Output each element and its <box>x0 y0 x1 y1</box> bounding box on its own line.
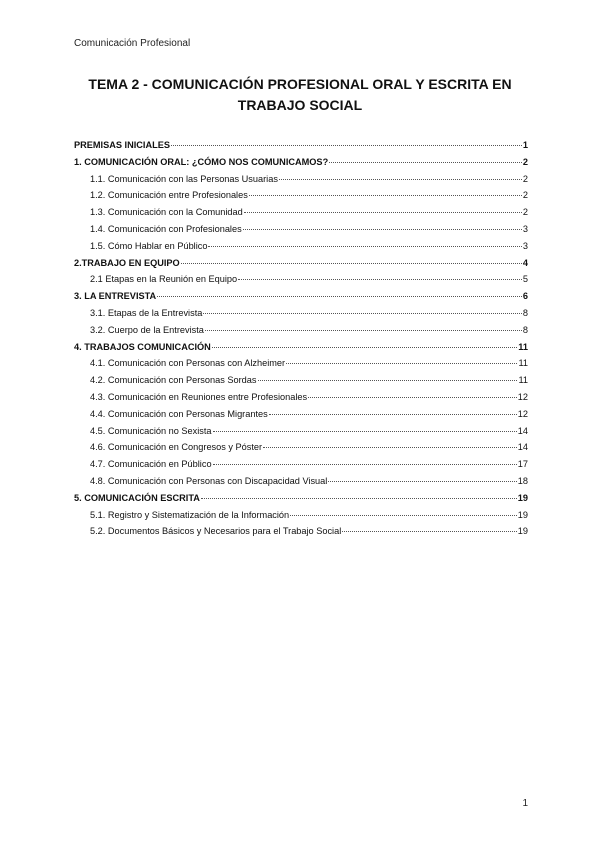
toc-entry-label: 3.1. Etapas de la Entrevista <box>90 307 203 318</box>
toc-dot-leader <box>201 497 517 499</box>
toc-subsection-link[interactable] <box>74 409 528 426</box>
toc-entry-page: 2 <box>522 207 528 218</box>
toc-subsection-link[interactable] <box>74 476 528 493</box>
toc-dot-leader <box>308 396 517 398</box>
toc-dot-leader <box>286 362 517 364</box>
toc-dot-leader <box>238 278 522 280</box>
toc-subsection-link[interactable] <box>74 510 528 527</box>
toc-dot-leader <box>203 312 522 314</box>
toc-entry-label: 4. TRABAJOS COMUNICACIÓN <box>74 341 211 352</box>
toc-entry-label: 4.5. Comunicación no Sexista <box>90 425 212 436</box>
toc-section-link[interactable] <box>74 157 528 174</box>
toc-entry-label: 3.2. Cuerpo de la Entrevista <box>90 324 204 335</box>
toc-subsection-link[interactable] <box>74 224 528 241</box>
toc-entry-page: 11 <box>518 358 528 369</box>
toc-subsection-link[interactable] <box>74 207 528 224</box>
toc-dot-leader <box>249 194 522 196</box>
toc-entry-page: 14 <box>517 442 528 453</box>
toc-entry-label: 4.4. Comunicación con Personas Migrantes <box>90 408 268 419</box>
toc-subsection-link[interactable] <box>74 358 528 375</box>
toc-entry-page: 2 <box>522 156 528 167</box>
running-header: Comunicación Profesional <box>74 38 191 49</box>
toc-entry-page: 14 <box>517 425 528 436</box>
toc-dot-leader <box>212 346 517 348</box>
toc-entry-label: PREMISAS INICIALES <box>74 140 170 150</box>
toc-dot-leader <box>329 161 522 163</box>
toc-subsection-link[interactable] <box>74 325 528 342</box>
toc-entry-label: 4.2. Comunicación con Personas Sordas <box>90 375 257 386</box>
toc-entry-label: 2.TRABAJO EN EQUIPO <box>74 257 180 268</box>
toc-entry-page: 19 <box>517 509 528 520</box>
toc-section-link[interactable] <box>74 291 528 308</box>
toc-dot-leader <box>290 514 517 516</box>
toc-dot-leader <box>205 329 522 331</box>
document-title-line-1: TEMA 2 - COMUNICACIÓN PROFESIONAL ORAL Y ESCRITA EN <box>88 76 512 92</box>
toc-subsection-link[interactable] <box>74 375 528 392</box>
toc-entry-label: 5.2. Documentos Básicos y Necesarios para el Trabajo Social <box>90 526 342 537</box>
toc-dot-leader <box>258 379 518 381</box>
toc-subsection-link[interactable] <box>74 442 528 459</box>
toc-dot-leader <box>244 211 522 213</box>
toc-dot-leader <box>171 144 522 146</box>
toc-subsection-link[interactable] <box>74 426 528 443</box>
toc-entry-label: 2.1 Etapas en la Reunión en Equipo <box>90 274 238 285</box>
toc-entry-page: 18 <box>517 475 528 486</box>
toc-subsection-link[interactable] <box>74 526 528 543</box>
toc-section-link[interactable] <box>74 342 528 359</box>
toc-entry-label: 4.1. Comunicación con Personas con Alzheimer <box>90 358 286 369</box>
toc-entry-label: 4.8. Comunicación con Personas con Discapacidad Visual <box>90 475 328 486</box>
toc-dot-leader <box>263 446 517 448</box>
toc-entry-page: 11 <box>518 375 528 386</box>
toc-entry-page: 19 <box>517 492 528 503</box>
toc-entry-page: 4 <box>522 257 528 268</box>
toc-entry-label: 1. COMUNICACIÓN ORAL: ¿CÓMO NOS COMUNICAMOS? <box>74 156 329 167</box>
toc-section-link[interactable] <box>74 140 528 157</box>
toc-entry-page: 3 <box>522 223 528 234</box>
table-of-contents <box>74 140 528 543</box>
toc-entry-page: 5 <box>522 274 528 285</box>
toc-dot-leader <box>279 178 522 180</box>
toc-dot-leader <box>269 413 517 415</box>
toc-dot-leader <box>213 430 517 432</box>
toc-entry-label: 1.5. Cómo Hablar en Público <box>90 240 208 251</box>
toc-dot-leader <box>328 480 516 482</box>
toc-entry-page: 8 <box>522 307 528 318</box>
toc-subsection-link[interactable] <box>74 274 528 291</box>
toc-entry-page: 6 <box>522 291 528 302</box>
toc-entry-page: 12 <box>517 408 528 419</box>
document-title <box>60 74 540 116</box>
toc-entry-label: 1.4. Comunicación con Profesionales <box>90 223 242 234</box>
toc-entry-label: 5.1. Registro y Sistematización de la Información <box>90 509 290 520</box>
toc-dot-leader <box>213 463 517 465</box>
toc-subsection-link[interactable] <box>74 241 528 258</box>
toc-entry-label: 1.2. Comunicación entre Profesionales <box>90 190 248 201</box>
toc-entry-label: 1.3. Comunicación con la Comunidad <box>90 207 243 218</box>
toc-subsection-link[interactable] <box>74 459 528 476</box>
toc-subsection-link[interactable] <box>74 174 528 191</box>
toc-entry-page: 17 <box>517 459 528 470</box>
toc-section-link[interactable] <box>74 493 528 510</box>
toc-entry-page: 12 <box>517 391 528 402</box>
toc-entry-page: 3 <box>522 240 528 251</box>
toc-entry-page: 19 <box>517 526 528 537</box>
toc-entry-page: 2 <box>522 173 528 184</box>
toc-section-link[interactable] <box>74 258 528 275</box>
document-title-line-2: TRABAJO SOCIAL <box>237 97 363 113</box>
toc-entry-page: 2 <box>522 190 528 201</box>
toc-entry-label: 4.6. Comunicación en Congresos y Póster <box>90 442 263 453</box>
toc-entry-label: 3. LA ENTREVISTA <box>74 291 157 302</box>
toc-entry-label: 4.7. Comunicación en Público <box>90 459 212 470</box>
toc-entry-page: 11 <box>518 341 528 352</box>
toc-entry-label: 4.3. Comunicación en Reuniones entre Profesionales <box>90 391 308 402</box>
toc-dot-leader <box>243 228 522 230</box>
toc-dot-leader <box>181 262 522 264</box>
toc-dot-leader <box>157 295 522 297</box>
toc-entry-label: 1.1. Comunicación con las Personas Usuarias <box>90 173 278 184</box>
toc-subsection-link[interactable] <box>74 392 528 409</box>
toc-entry-page: 8 <box>522 324 528 335</box>
toc-entry-label: 5. COMUNICACIÓN ESCRITA <box>74 492 200 503</box>
toc-subsection-link[interactable] <box>74 308 528 325</box>
toc-subsection-link[interactable] <box>74 190 528 207</box>
toc-entry-page: 1 <box>522 140 528 150</box>
toc-dot-leader <box>342 530 517 532</box>
page-number: 1 <box>522 798 528 809</box>
toc-dot-leader <box>208 245 521 247</box>
